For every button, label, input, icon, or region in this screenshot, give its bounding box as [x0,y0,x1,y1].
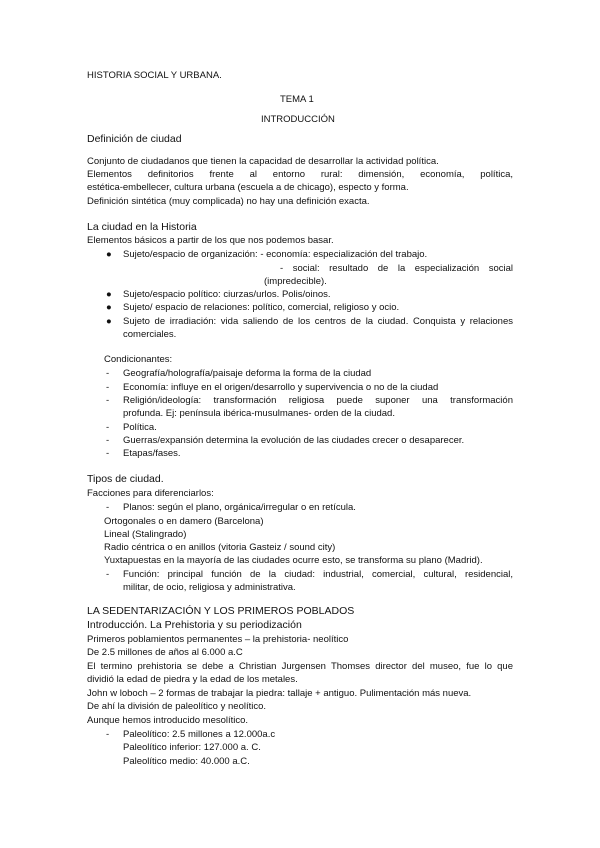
body-text: Aunque hemos introducido mesolítico. [87,715,249,726]
list-item: Religión/ideología: transformación religiosa puede suponer una transformación [123,395,513,406]
list-item: Ortogonales o en damero (Barcelona) [104,516,264,527]
list-item: Sujeto/ espacio de relaciones: político, comercial, religioso y ocio. [123,302,400,313]
list-item: Sujeto de irradiación: vida saliendo de los centros de la ciudad. Conquista y relaciones [123,316,513,327]
body-text: dividió la edad de piedra y la edad de los metales. [87,674,298,685]
types-heading: Tipos de ciudad. [87,473,164,485]
list-item: Paleolítico inferior: 127.000 a. C. [123,742,261,753]
list-item: Etapas/fases. [123,448,181,459]
dash-icon: - [106,502,110,513]
prehistory-subheading: Introducción. La Prehistoria y su periodización [87,619,302,631]
dash-icon: - [106,368,110,379]
list-item: Radio céntrica o en anillos (vitoria Gasteiz / sound city) [104,542,336,553]
list-item: Paleolítico medio: 40.000 a.C. [123,756,250,767]
list-item: Política. [123,422,157,433]
history-heading: La ciudad en la Historia [87,221,197,233]
body-text: Primeros poblamientos permanentes – la prehistoria- neolítico [87,634,349,645]
sedentarization-heading: LA SEDENTARIZACIÓN Y LOS PRIMEROS POBLADOS [87,605,355,617]
list-item: Yuxtapuestas en la mayoría de las ciudades ocurre esto, se transforma su plano (Madrid). [104,555,483,566]
list-item: Economía: influye en el origen/desarrollo y supervivencia o no de la ciudad [123,382,439,393]
list-item: Guerras/expansión determina la evolución de las ciudades crecer o desaparecer. [123,435,465,446]
list-item: Paleolítico: 2.5 millones a 12.000a.c [123,729,276,740]
history-intro: Elementos básicos a partir de los que nos podemos basar. [87,235,334,246]
list-item: Planos: según el plano, orgánica/irregular o en retícula. [123,502,356,513]
definition-heading: Definición de ciudad [87,133,182,145]
definition-paragraph: Elementos definitorios frente al entorno rural: dimensión, economía, política, [87,169,513,180]
list-item: comerciales. [123,329,177,340]
document-title: HISTORIA SOCIAL Y URBANA. [87,70,222,81]
body-text: John w loboch – 2 formas de trabajar la piedra: tallaje + antiguo. Pulimentación más nueva. [87,688,472,699]
body-text: De ahí la división de paleolítico y neolítico. [87,701,267,712]
dash-icon: - [106,382,110,393]
list-item: (impredecible). [264,276,327,287]
dash-icon: - [106,395,110,406]
list-item: - social: resultado de la especialización social [280,263,513,274]
definition-paragraph: Definición sintética (muy complicada) no hay una definición exacta. [87,196,370,207]
tema-heading: TEMA 1 [280,94,314,105]
bullet-icon: ● [106,249,112,260]
types-intro: Facciones para diferenciarlos: [87,488,214,499]
dash-icon: - [106,569,110,580]
bullet-icon: ● [106,316,112,327]
list-item: militar, de ocio, religiosa y administrativa. [123,582,296,593]
dash-icon: - [106,729,110,740]
list-item: Lineal (Stalingrado) [104,529,187,540]
bullet-icon: ● [106,289,112,300]
list-item: Función: principal función de la ciudad: industrial, comercial, cultural, residencial, [123,569,513,580]
dash-icon: - [106,435,110,446]
dash-icon: - [106,448,110,459]
list-item: Sujeto/espacio de organización: - economía: especialización del trabajo. [123,249,428,260]
body-text: El termino prehistoria se debe a Christian Jurgensen Thomses director del museo, fue lo que [87,661,513,672]
definition-paragraph: estética-embellecer, cultura urbana (escuela a de chicago), especto y forma. [87,182,409,193]
body-text: De 2.5 millones de años al 6.000 a.C [87,647,243,658]
intro-heading: INTRODUCCIÓN [261,114,335,125]
definition-paragraph: Conjunto de ciudadanos que tienen la capacidad de desarrollar la actividad política. [87,156,439,167]
list-item: Sujeto/espacio político: ciurzas/urlos. Polis/oinos. [123,289,331,300]
conditions-heading: Condicionantes: [104,354,173,365]
bullet-icon: ● [106,302,112,313]
dash-icon: - [106,422,110,433]
list-item: profunda. Ej: península ibérica-musulmanes- orden de la ciudad. [123,408,395,419]
list-item: Geografía/holografía/paisaje deforma la forma de la ciudad [123,368,372,379]
